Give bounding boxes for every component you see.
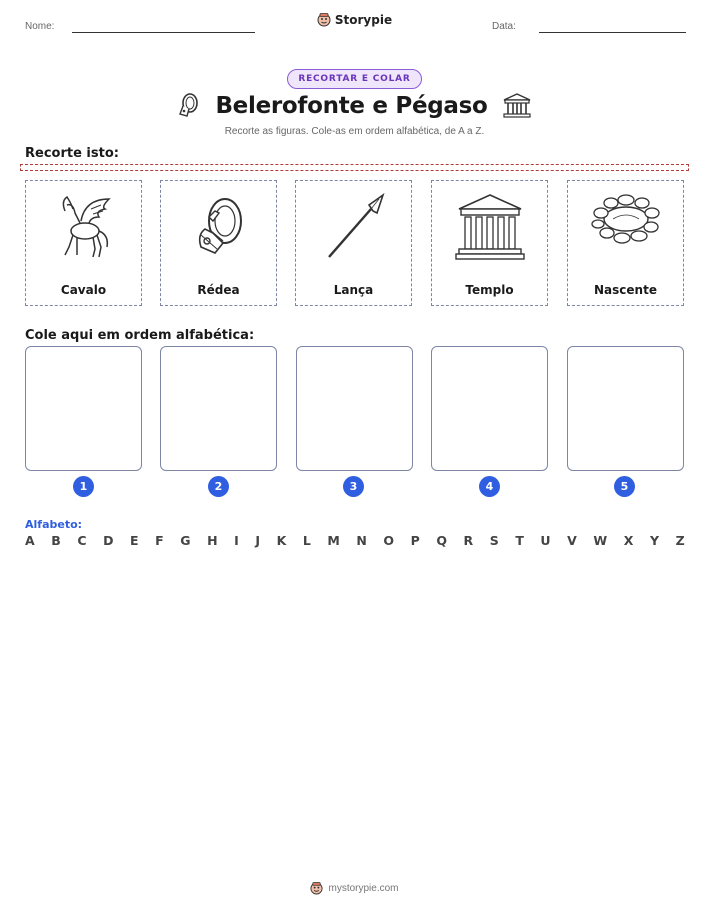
number-badge-1: 1 bbox=[73, 476, 94, 497]
alphabet-letter: P bbox=[410, 533, 420, 548]
cut-card-redea[interactable] bbox=[160, 180, 277, 306]
alphabet-letter: F bbox=[155, 533, 164, 548]
alphabet-letter: R bbox=[463, 533, 474, 548]
cut-section-label: Recorte isto: bbox=[25, 146, 119, 161]
paste-section-label: Cole aqui em ordem alfabética: bbox=[25, 328, 255, 343]
alphabet-letter: A bbox=[25, 533, 35, 548]
alphabet-letter: T bbox=[515, 533, 524, 548]
cut-dashed-line bbox=[20, 164, 689, 171]
alphabet-letter: L bbox=[302, 533, 311, 548]
cut-card-lanca[interactable] bbox=[295, 180, 412, 306]
alphabet-letter: I bbox=[234, 533, 239, 548]
card-label: Cavalo bbox=[60, 283, 107, 297]
number-badge-3: 3 bbox=[343, 476, 364, 497]
alphabet-letter: X bbox=[623, 533, 634, 548]
spear-icon bbox=[319, 191, 389, 263]
bridle-icon bbox=[177, 92, 201, 120]
alphabet-label: Alfabeto: bbox=[25, 518, 83, 531]
winged-horse-icon bbox=[51, 191, 117, 263]
alphabet-letter: K bbox=[276, 533, 287, 548]
paste-box-1[interactable] bbox=[25, 346, 142, 471]
number-badge-2: 2 bbox=[208, 476, 229, 497]
date-line[interactable] bbox=[539, 32, 686, 33]
brand-name: Storypie bbox=[334, 13, 393, 27]
brand-logo bbox=[0, 12, 709, 31]
alphabet-letter: E bbox=[130, 533, 139, 548]
title-row bbox=[0, 92, 709, 124]
page-title: Belerofonte e Pégaso bbox=[215, 93, 488, 119]
card-label: Lança bbox=[333, 283, 374, 297]
alphabet-letter: W bbox=[593, 533, 608, 548]
name-line[interactable] bbox=[72, 32, 255, 33]
alphabet-letter: Y bbox=[649, 533, 659, 548]
alphabet-letter: H bbox=[207, 533, 218, 548]
alphabet-letter: U bbox=[540, 533, 551, 548]
paste-box-3[interactable] bbox=[296, 346, 413, 471]
footer-url[interactable]: mystorypie.com bbox=[328, 883, 399, 894]
bridle-icon bbox=[189, 191, 249, 263]
card-label: Nascente bbox=[594, 283, 657, 297]
activity-badge: RECORTAR E COLAR bbox=[287, 69, 421, 89]
temple-icon bbox=[455, 191, 525, 263]
alphabet-letter: N bbox=[356, 533, 367, 548]
alphabet-letter: S bbox=[489, 533, 499, 548]
alphabet-letter: Q bbox=[436, 533, 447, 548]
cut-card-cavalo[interactable] bbox=[25, 180, 142, 306]
paste-box-5[interactable] bbox=[567, 346, 684, 471]
date-label: Data: bbox=[492, 21, 516, 32]
paste-box-4[interactable] bbox=[431, 346, 548, 471]
storypie-mascot-icon bbox=[310, 882, 323, 895]
alphabet-letter: M bbox=[327, 533, 340, 548]
alphabet-row bbox=[25, 533, 685, 548]
cut-card-nascente[interactable] bbox=[567, 180, 684, 306]
alphabet-letter: G bbox=[180, 533, 191, 548]
temple-icon bbox=[502, 92, 532, 120]
card-label: Rédea bbox=[197, 283, 240, 297]
name-label: Nome: bbox=[25, 21, 55, 32]
badge-wrap bbox=[0, 66, 709, 89]
alphabet-letter: V bbox=[567, 533, 577, 548]
alphabet-letter: C bbox=[77, 533, 87, 548]
cut-card-templo[interactable] bbox=[431, 180, 548, 306]
alphabet-letter: Z bbox=[675, 533, 685, 548]
card-label: Templo bbox=[465, 283, 514, 297]
storypie-mascot-icon bbox=[317, 13, 331, 27]
paste-box-2[interactable] bbox=[160, 346, 277, 471]
alphabet-letter: D bbox=[103, 533, 114, 548]
alphabet-letter: J bbox=[255, 533, 260, 548]
footer bbox=[0, 880, 709, 899]
number-badge-5: 5 bbox=[614, 476, 635, 497]
alphabet-letter: B bbox=[51, 533, 61, 548]
spring-icon bbox=[589, 191, 663, 251]
number-badge-4: 4 bbox=[479, 476, 500, 497]
alphabet-letter: O bbox=[383, 533, 395, 548]
instructions: Recorte as figuras. Cole-as em ordem alfabética, de A a Z. bbox=[224, 126, 485, 137]
